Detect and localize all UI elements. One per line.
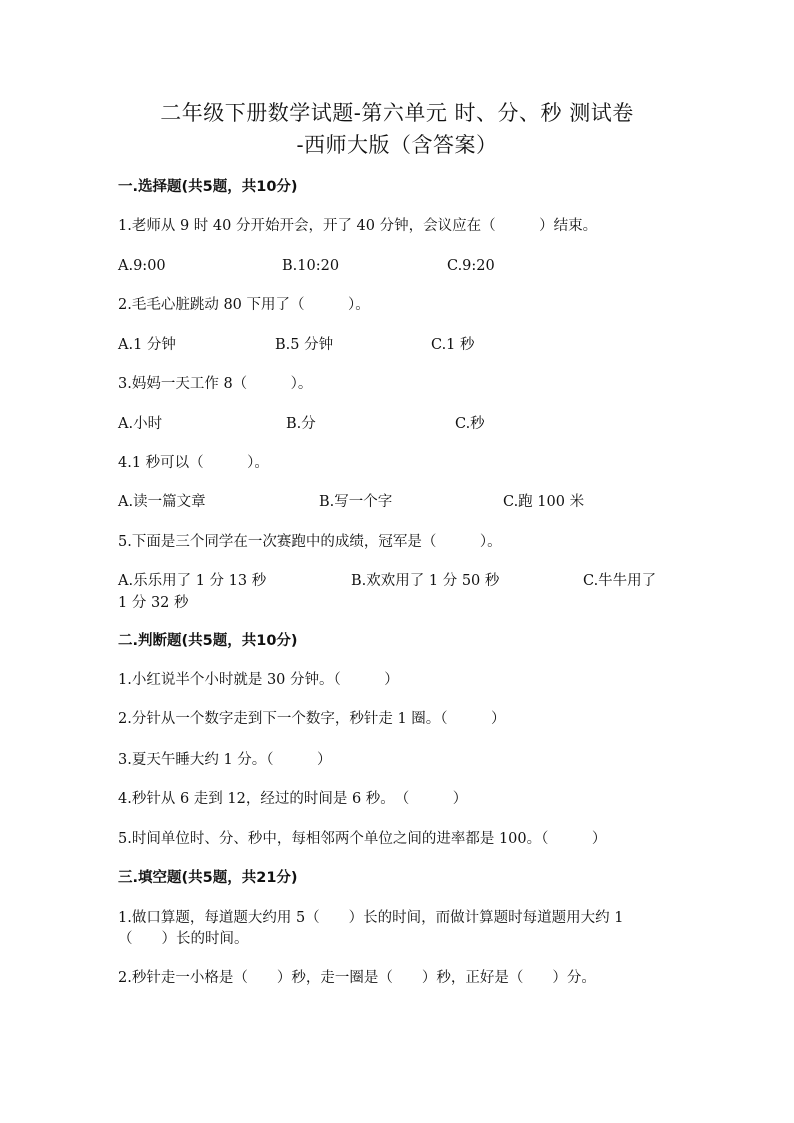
question-text: 2.秒针走一小格是（ ）秒，走一圈是（ ）秒，正好是（ ）分。: [118, 970, 596, 986]
question-text: 5.时间单位时、分、秒中，每相邻两个单位之间的进率都是 100。（ ）: [118, 831, 607, 847]
option-b: B.分: [286, 416, 316, 432]
option-c: C.牛牛用了: [583, 573, 657, 589]
page-title: 二年级下册数学试题-第六单元 时、分、秒 测试卷: [160, 101, 634, 125]
option-c-continued: 1 分 32 秒: [118, 595, 189, 611]
option-c: C.9:20: [447, 258, 495, 274]
option-a: A.读一篇文章: [118, 494, 206, 510]
question-text: 1.老师从 9 时 40 分开始开会，开了 40 分钟，会议应在（ ）结束。: [118, 218, 598, 234]
option-c: C.秒: [455, 416, 485, 432]
question-text-continued: （ ）长的时间。: [118, 931, 249, 947]
option-b: B.10:20: [282, 258, 340, 274]
question-text: 3.妈妈一天工作 8（ ）。: [118, 376, 313, 392]
section-heading-true-false: 二.判断题(共5题，共10分): [118, 633, 298, 649]
option-c: C.跑 100 米: [503, 494, 585, 510]
section-heading-choice: 一.选择题(共5题，共10分): [118, 179, 298, 195]
question-text: 4.1 秒可以（ ）。: [118, 455, 269, 471]
option-a: A.小时: [118, 416, 163, 432]
option-a: A.1 分钟: [118, 337, 176, 353]
section-heading-fill-blank: 三.填空题(共5题，共21分): [118, 870, 298, 886]
question-text: 2.毛毛心脏跳动 80 下用了（ ）。: [118, 297, 370, 313]
option-b: B.5 分钟: [275, 337, 334, 353]
question-text: 4.秒针从 6 走到 12，经过的时间是 6 秒。 （ ）: [118, 791, 468, 807]
option-b: B.写一个字: [319, 494, 393, 510]
page-title-continued: -西师大版（含答案）: [296, 133, 498, 157]
question-text: 1.做口算题，每道题大约用 5（ ）长的时间，而做计算题时每道题用大约 1: [118, 910, 624, 926]
option-a: A.乐乐用了 1 分 13 秒: [118, 573, 267, 589]
question-text: 5.下面是三个同学在一次赛跑中的成绩，冠军是（ ）。: [118, 534, 502, 550]
option-c: C.1 秒: [431, 337, 475, 353]
option-a: A.9:00: [118, 258, 166, 274]
question-text: 2.分针从一个数字走到下一个数字，秒针走 1 圈。（ ）: [118, 711, 506, 727]
question-text: 3.夏天午睡大约 1 分。（ ）: [118, 752, 332, 768]
question-text: 1.小红说半个小时就是 30 分钟。（ ）: [118, 672, 399, 688]
option-b: B.欢欢用了 1 分 50 秒: [351, 573, 500, 589]
